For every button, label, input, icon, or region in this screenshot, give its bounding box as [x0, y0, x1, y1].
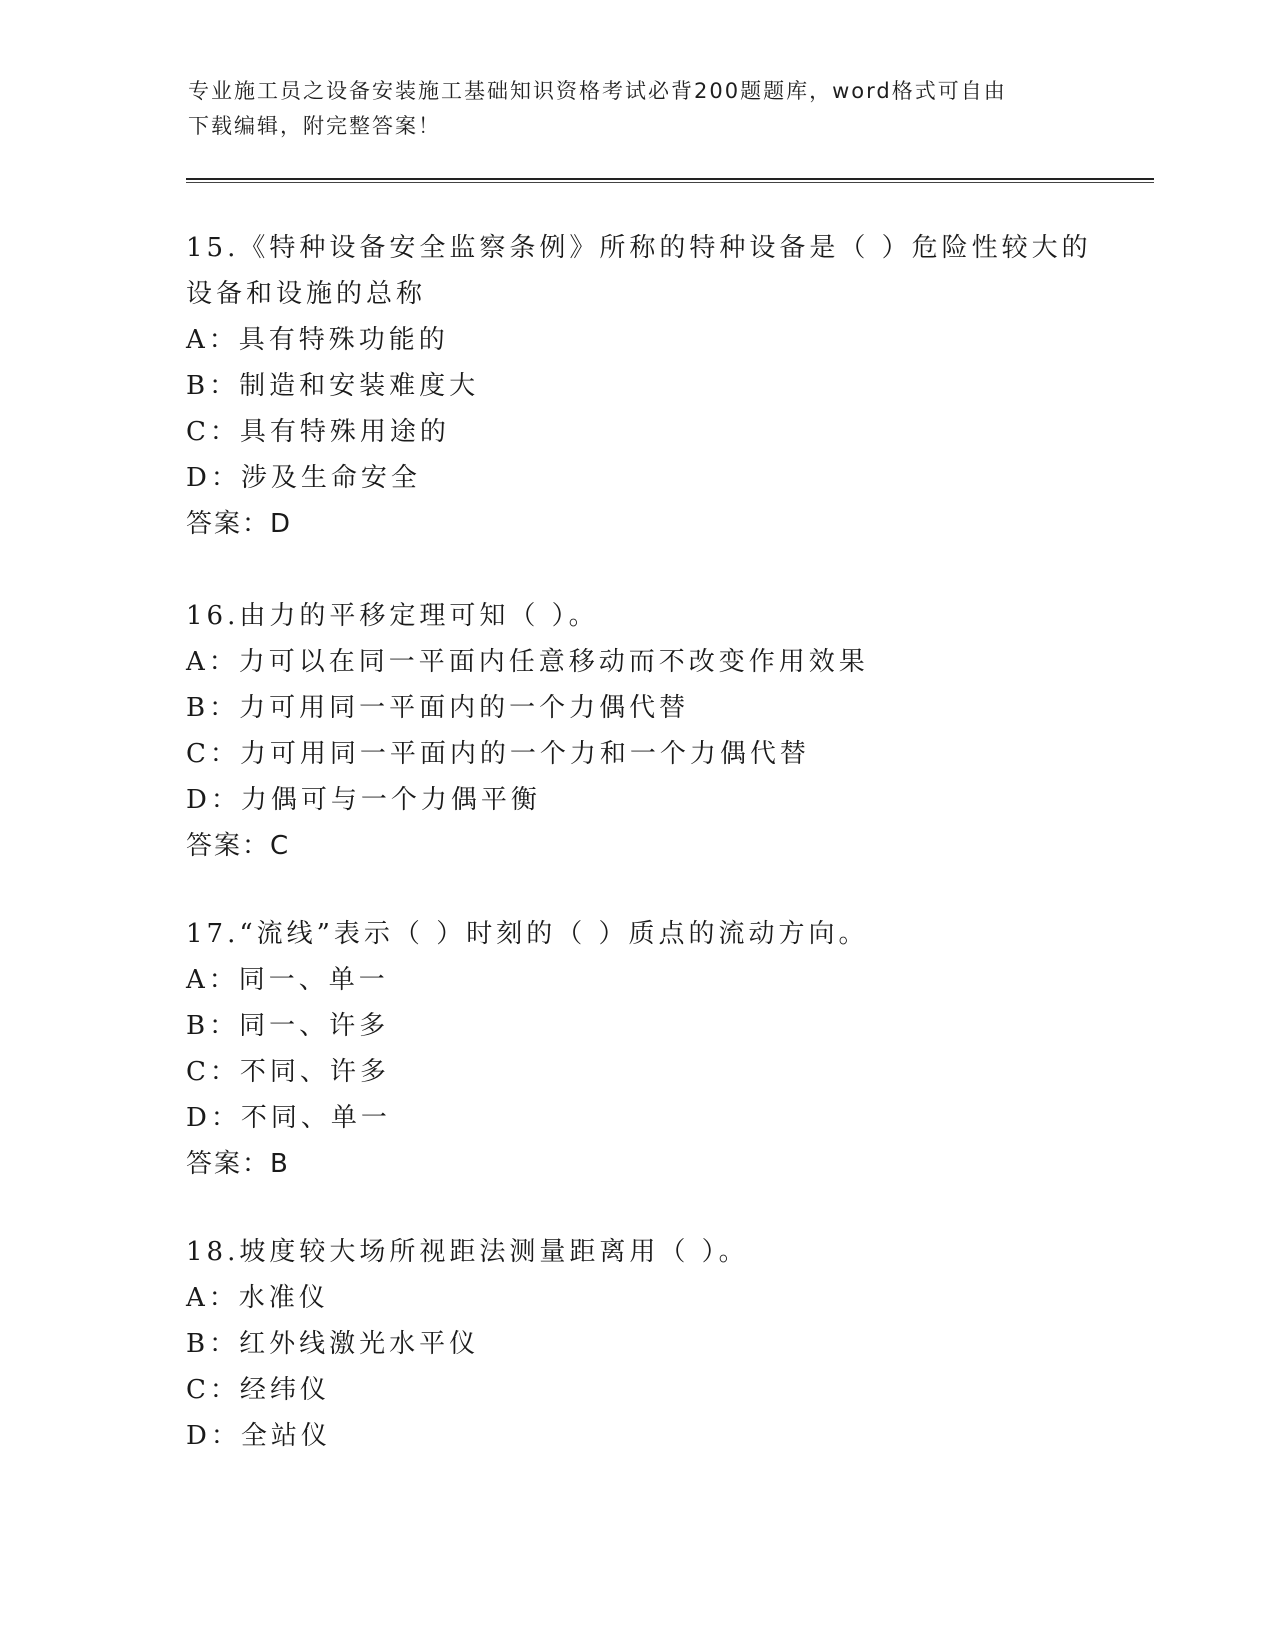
- option-a: A：水准仪: [186, 1283, 329, 1313]
- option-d: D：不同、单一: [186, 1103, 391, 1133]
- question-15: [186, 225, 1106, 547]
- option-a: A：力可以在同一平面内任意移动而不改变作用效果: [186, 647, 869, 677]
- header-divider-thick: [186, 178, 1154, 180]
- document-header: [188, 74, 1088, 144]
- header-line-2: 下载编辑，附完整答案！: [188, 114, 441, 138]
- question-stem: 17.“流线”表示（ ）时刻的（ ）质点的流动方向。: [186, 919, 869, 949]
- option-b: B：制造和安装难度大: [186, 371, 480, 401]
- option-d: D：力偶可与一个力偶平衡: [186, 785, 541, 815]
- question-16: [186, 593, 1106, 869]
- option-b: B：力可用同一平面内的一个力偶代替: [186, 693, 690, 723]
- header-divider-thin: [186, 182, 1154, 183]
- question-stem: 15.《特种设备安全监察条例》所称的特种设备是（ ）危险性较大的: [186, 233, 1092, 263]
- option-a: A：同一、单一: [186, 965, 389, 995]
- option-c: C：不同、许多: [186, 1057, 390, 1087]
- option-b: B：同一、许多: [186, 1011, 390, 1041]
- question-stem: 16.由力的平移定理可知（ ）。: [186, 601, 599, 631]
- answer: 答案：C: [186, 831, 291, 861]
- question-18: [186, 1229, 1106, 1459]
- option-d: D：全站仪: [186, 1421, 331, 1451]
- option-c: C：力可用同一平面内的一个力和一个力偶代替: [186, 739, 810, 769]
- option-d: D：涉及生命安全: [186, 463, 421, 493]
- option-c: C：具有特殊用途的: [186, 417, 450, 447]
- answer: 答案：D: [186, 509, 293, 539]
- option-b: B：红外线激光水平仪: [186, 1329, 480, 1359]
- header-line-1: 专业施工员之设备安装施工基础知识资格考试必背200题题库，word格式可自由: [188, 79, 1007, 103]
- answer: 答案：B: [186, 1149, 290, 1179]
- question-stem: 18.坡度较大场所视距法测量距离用（ ）。: [186, 1237, 749, 1267]
- option-a: A：具有特殊功能的: [186, 325, 449, 355]
- question-17: [186, 911, 1106, 1187]
- option-c: C：经纬仪: [186, 1375, 330, 1405]
- question-stem-continued: 设备和设施的总称: [186, 279, 427, 309]
